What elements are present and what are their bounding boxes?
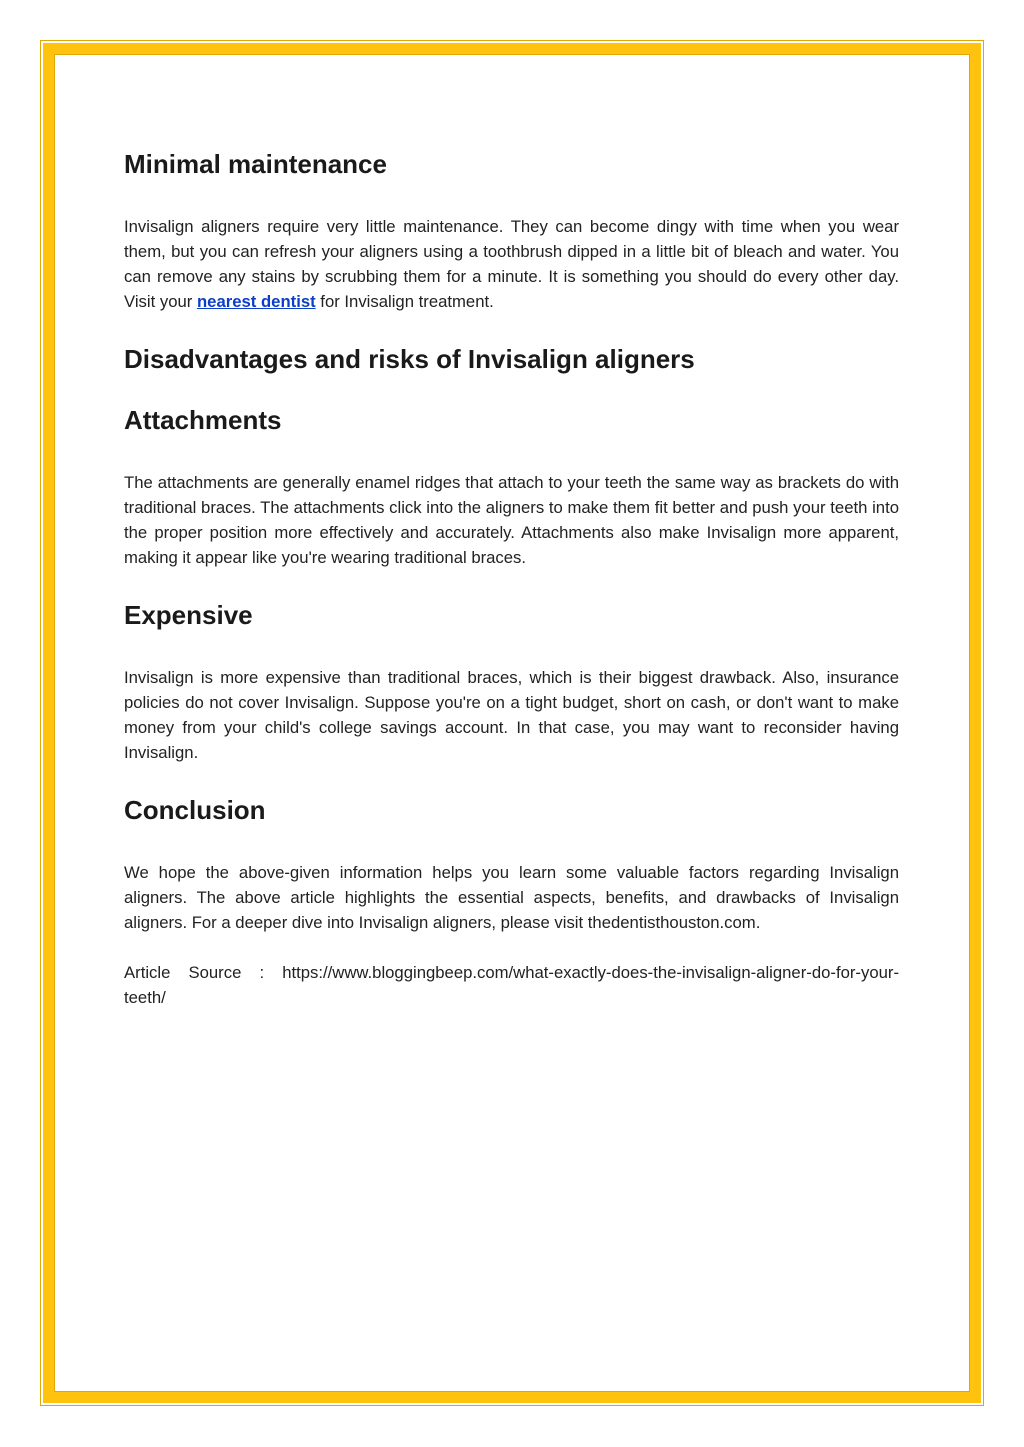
paragraph-minimal-maintenance-text: Invisalign aligners require very little maintenance. They can become dingy with time when you wear them, but you can refresh your aligners using a toothbrush dipped in a little bit of bleach and water. You can remove any stains by scrubbing them for a minute. It is something you should do every other day. Visit your: [124, 217, 899, 311]
paragraph-expensive: Invisalign is more expensive than traditional braces, which is their biggest drawback. Also, insurance policies do not cover Invisalign. Suppose you're on a tight budget, short on cash, or don't want to make money from your child's college savings account. In that case, you may want to reconsider having Invisalign.: [124, 668, 899, 762]
heading-conclusion: Conclusion: [124, 795, 266, 825]
nearest-dentist-link[interactable]: nearest dentist: [196, 292, 316, 311]
paragraph-minimal-maintenance: [124, 214, 899, 314]
paragraph-minimal-maintenance-tail: for Invisalign treatment.: [315, 292, 494, 311]
document-body: [124, 140, 899, 1010]
article-source: Article Source : https://www.bloggingbeep.com/what-exactly-does-the-invisalign-aligner-do-for-your-teeth/: [124, 963, 899, 1007]
heading-expensive: Expensive: [124, 600, 253, 630]
heading-minimal-maintenance: Minimal maintenance: [124, 149, 387, 179]
paragraph-attachments: The attachments are generally enamel ridges that attach to your teeth the same way as brackets do with traditional braces. The attachments click into the aligners to make them fit better and push your teeth into the proper position more effectively and accurately. Attachments also make Invisalign more apparent, making it appear like you're wearing traditional braces.: [124, 473, 899, 567]
heading-attachments: Attachments: [124, 405, 282, 435]
heading-disadvantages: Disadvantages and risks of Invisalign aligners: [124, 344, 695, 374]
paragraph-conclusion: We hope the above-given information helps you learn some valuable factors regarding Invisalign aligners. The above article highlights the essential aspects, benefits, and drawbacks of Invisalign aligners. For a deeper dive into Invisalign aligners, please visit thedentisthouston.com.: [124, 863, 899, 932]
